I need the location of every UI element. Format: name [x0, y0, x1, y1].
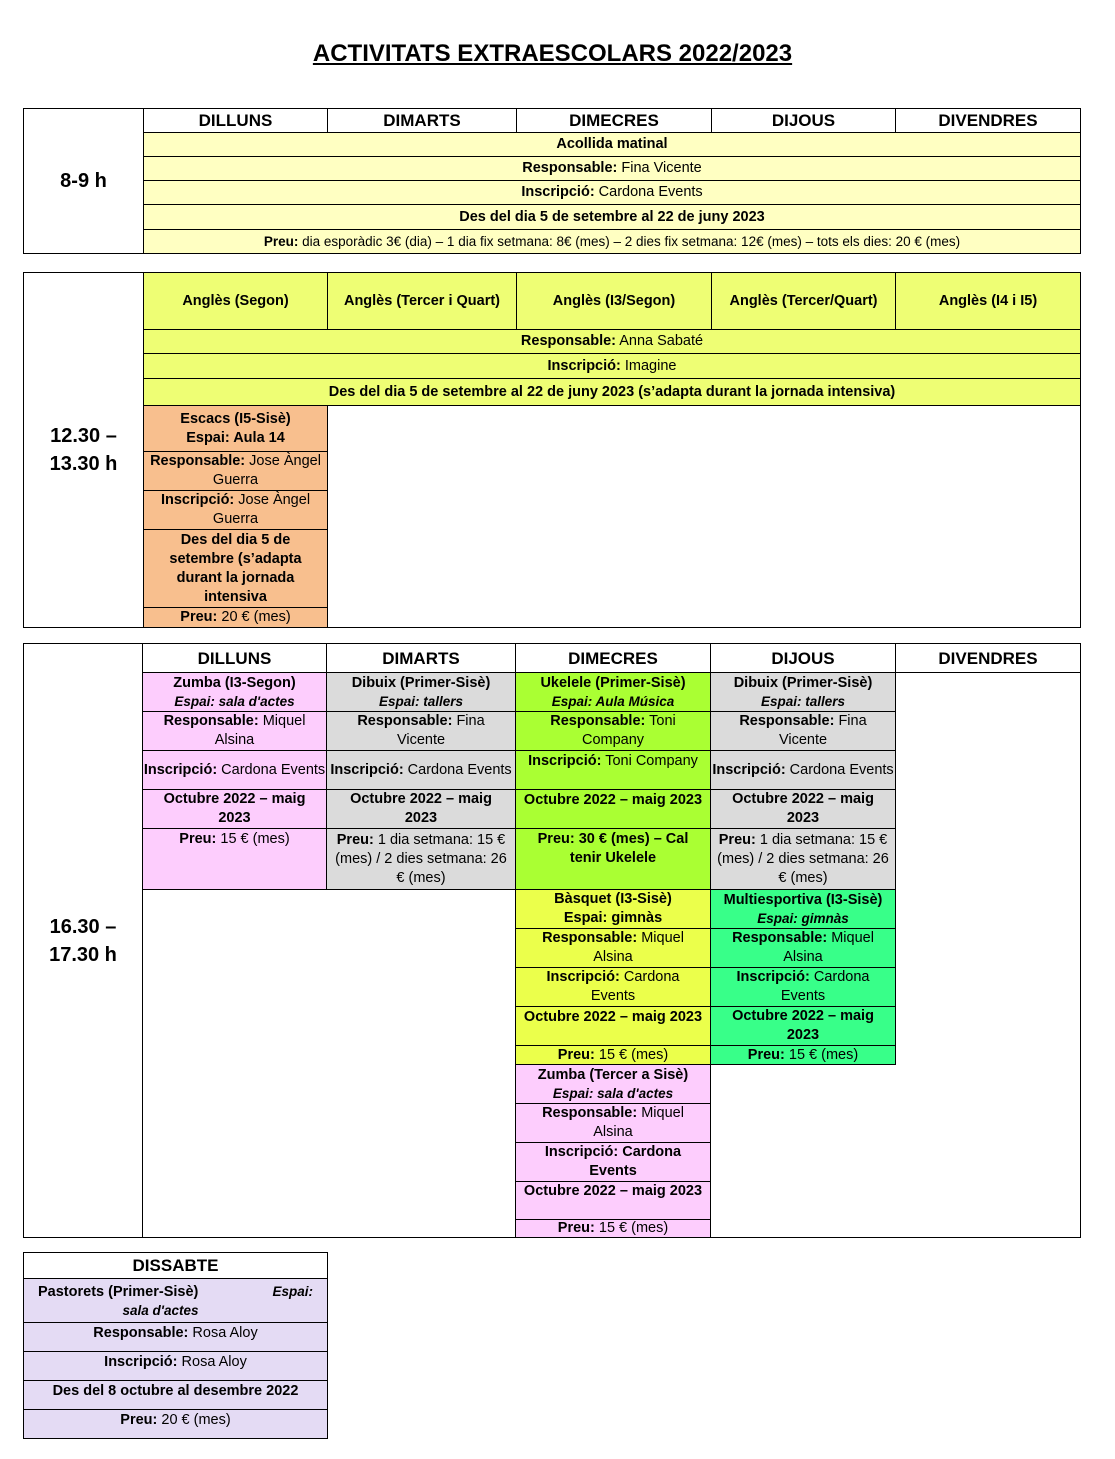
dibuix-tue-place: Espai: tallers: [378, 694, 464, 709]
pastorets-row1: [38, 1283, 313, 1302]
dibuix-thu-title: [710, 672, 896, 712]
price-label: Preu:: [718, 831, 756, 848]
insc-label: Inscripció:: [330, 761, 404, 778]
afternoon-time: [23, 643, 143, 1238]
price-label: Preu:: [336, 831, 374, 848]
angles-dimarts: Anglès (Tercer i Quart): [327, 272, 517, 330]
basquet-dates: Octubre 2022 – maig 2023: [515, 1006, 711, 1046]
ukelele-place: Espai: Aula Música: [551, 694, 675, 709]
header-dimarts-1: DIMARTS: [327, 108, 517, 133]
angles-dilluns: Anglès (Segon): [143, 272, 328, 330]
multi-title: [710, 889, 896, 929]
zumba1-inscripcio: [142, 750, 327, 790]
pastorets-name: Pastorets (Primer-Sisè): [38, 1283, 199, 1300]
price-value: 20 € (mes): [157, 1412, 231, 1428]
header-dimecres-1: DIMECRES: [516, 108, 712, 133]
zumba2-name: Zumba (Tercer a Sisè): [537, 1067, 689, 1083]
angles-inscripcio: [143, 353, 1081, 379]
price-value: 15 € (mes): [594, 1046, 669, 1063]
zumba1-title: [142, 672, 327, 712]
insc-value: Cardona Events: [785, 761, 894, 778]
resp-value: Miquel Alsina: [214, 713, 306, 748]
dibuix-tue-responsable: [326, 711, 516, 751]
insc-label: Inscripció:: [544, 1144, 619, 1160]
insc-label: Inscripció:: [143, 761, 218, 778]
insc-value: Imagine: [620, 357, 677, 374]
dibuix-thu-name: Dibuix (Primer-Sisè): [733, 675, 873, 691]
multi-responsable: [710, 928, 896, 968]
resp-label: Responsable:: [163, 713, 259, 729]
resp-label: Responsable:: [739, 713, 835, 729]
dibuix-thu-responsable: [710, 711, 896, 751]
noon-time-line2: 13.30 h: [49, 453, 118, 475]
insc-label: Inscripció:: [160, 492, 235, 508]
zumba1-place: Espai: sala d'actes: [174, 694, 295, 709]
ukelele-dates: Octubre 2022 – maig 2023: [515, 789, 711, 829]
resp-label: Responsable:: [522, 160, 618, 176]
header-dilluns-1: DILLUNS: [143, 108, 328, 133]
escacs-title: [143, 405, 328, 452]
dibuix-tue-title: [326, 672, 516, 712]
noon-time-line1: 12.30 –: [50, 425, 117, 447]
pastorets-inscripcio: [23, 1351, 328, 1381]
price-value: 30 € (mes) – Cal tenir Ukelele: [569, 831, 689, 866]
resp-label: Responsable:: [150, 453, 246, 469]
resp-value: Fina Vicente: [778, 713, 867, 748]
header-dimecres-3: DIMECRES: [515, 643, 711, 673]
price-label: Preu:: [537, 831, 575, 847]
pastorets-dates: Des del 8 octubre al desembre 2022: [23, 1380, 328, 1410]
page-title: ACTIVITATS EXTRAESCOLARS 2022/2023: [312, 40, 793, 67]
dibuix-tue-inscripcio: [326, 750, 516, 790]
price-label: Preu:: [263, 234, 299, 249]
insc-value: Cardona Events: [589, 1144, 682, 1179]
price-value: 1 dia setmana: 15 € (mes) / 2 dies setmana: 26 € (mes): [335, 831, 507, 886]
price-value: dia esporàdic 3€ (dia) – 1 dia fix setmana: 8€ (mes) – 2 dies fix setmana: 12€ (mes) – tots els dies: 20 € (mes): [298, 234, 961, 249]
zumba1-name: Zumba (I3-Segon): [173, 675, 296, 691]
insc-value: Toni Company: [601, 753, 698, 769]
insc-value: Cardona Events: [594, 184, 703, 200]
insc-label: Inscripció:: [547, 357, 621, 374]
header-divendres-1: DIVENDRES: [895, 108, 1081, 133]
resp-label: Responsable:: [357, 713, 453, 729]
price-value: 20 € (mes): [217, 609, 291, 625]
header-dimarts-3: DIMARTS: [326, 643, 516, 673]
resp-value: Fina Vicente: [617, 160, 702, 176]
multi-preu: [710, 1045, 896, 1065]
angles-responsable: [143, 329, 1081, 354]
morning-time-label: 8-9 h: [60, 170, 107, 192]
escacs-name: Escacs (I5-Sisè): [180, 410, 291, 427]
header-dissabte: DISSABTE: [23, 1252, 328, 1279]
resp-label: Responsable:: [93, 1325, 189, 1341]
escacs-preu: [143, 607, 328, 628]
escacs-dates: Des del dia 5 de setembre (s’adapta durant la jornada intensiva: [143, 529, 328, 608]
pastorets-place-label: Espai:: [272, 1283, 313, 1299]
resp-value: Anna Sabaté: [616, 333, 704, 349]
insc-value: Cardona Events: [780, 969, 870, 1004]
angles-dijous: Anglès (Tercer/Quart): [711, 272, 896, 330]
resp-value: Miquel Alsina: [593, 930, 684, 965]
resp-value: Fina Vicente: [396, 713, 485, 748]
acollida-dates: Des del dia 5 de setembre al 22 de juny 2023: [143, 204, 1081, 230]
price-label: Preu:: [120, 1412, 158, 1428]
multi-place: Espai: gimnàs: [757, 911, 849, 926]
ukelele-title: [515, 672, 711, 712]
zumba1-preu: [142, 828, 327, 890]
dibuix-thu-place: Espai: tallers: [760, 694, 846, 709]
insc-value: Cardona Events: [217, 761, 326, 778]
acollida-title: Acollida matinal: [143, 132, 1081, 157]
basquet-title: [515, 889, 711, 929]
header-dijous-3: DIJOUS: [710, 643, 896, 673]
insc-value: Cardona Events: [403, 761, 512, 778]
zumba1-responsable: [142, 711, 327, 751]
escacs-responsable: [143, 451, 328, 491]
zumba2-place: Espai: sala d'actes: [552, 1086, 674, 1101]
angles-dimecres: Anglès (I3/Segon): [516, 272, 712, 330]
acollida-inscripcio: [143, 180, 1081, 205]
morning-time: [23, 108, 144, 254]
afternoon-time-line2: 17.30 h: [49, 943, 117, 966]
zumba2-preu: [515, 1219, 711, 1238]
ukelele-responsable: [515, 711, 711, 751]
pastorets-title: [23, 1278, 328, 1323]
insc-label: Inscripció:: [104, 1354, 178, 1370]
ukelele-name: Ukelele (Primer-Sisè): [540, 675, 686, 691]
pastorets-preu: [23, 1409, 328, 1439]
price-value: 15 € (mes): [594, 1220, 669, 1236]
insc-value: Rosa Aloy: [177, 1354, 247, 1370]
insc-label: Inscripció:: [736, 969, 810, 985]
ukelele-inscripcio: [515, 750, 711, 790]
insc-label: Inscripció:: [528, 753, 602, 769]
resp-value: Miquel Alsina: [783, 930, 874, 965]
zumba2-inscripcio: [515, 1142, 711, 1182]
resp-label: Responsable:: [520, 333, 616, 349]
price-value: 15 € (mes): [784, 1046, 859, 1063]
price-value: 1 dia setmana: 15 € (mes) / 2 dies setmana: 26 € (mes): [717, 831, 889, 886]
zumba1-dates: Octubre 2022 – maig 2023: [142, 789, 327, 829]
price-value: 15 € (mes): [216, 831, 290, 847]
dibuix-tue-name: Dibuix (Primer-Sisè): [351, 675, 491, 691]
pastorets-responsable: [23, 1322, 328, 1352]
insc-value: Jose Àngel Guerra: [212, 492, 311, 527]
acollida-responsable: [143, 156, 1081, 181]
insc-label: Inscripció:: [521, 184, 595, 200]
insc-label: Inscripció:: [546, 969, 620, 985]
resp-label: Responsable:: [732, 930, 828, 946]
price-label: Preu:: [557, 1220, 595, 1236]
zumba2-dates: Octubre 2022 – maig 2023: [515, 1181, 711, 1220]
acollida-preu: [143, 229, 1081, 254]
escacs-place: Espai: Aula 14: [186, 429, 285, 446]
header-dijous-1: DIJOUS: [711, 108, 896, 133]
dibuix-thu-inscripcio: [710, 750, 896, 790]
basquet-inscripcio: [515, 967, 711, 1007]
angles-divendres: Anglès (I4 i I5): [895, 272, 1081, 330]
dibuix-tue-preu: [326, 828, 516, 890]
resp-value: Toni Company: [581, 713, 676, 748]
dibuix-thu-preu: [710, 828, 896, 890]
dibuix-thu-dates: Octubre 2022 – maig 2023: [710, 789, 896, 829]
noon-time: [23, 272, 144, 628]
basquet-responsable: [515, 928, 711, 968]
header-divendres-3: DIVENDRES: [895, 643, 1081, 673]
basquet-place: Espai: gimnàs: [563, 910, 663, 926]
basquet-name: Bàsquet (I3-Sisè): [554, 891, 672, 907]
zumba2-title: [515, 1064, 711, 1104]
insc-value: Cardona Events: [590, 969, 680, 1004]
resp-label: Responsable:: [550, 713, 646, 729]
price-label: Preu:: [747, 1046, 785, 1063]
angles-dates: Des del dia 5 de setembre al 22 de juny 2023 (s’adapta durant la jornada intensiva): [143, 378, 1081, 406]
insc-label: Inscripció:: [712, 761, 786, 778]
basquet-preu: [515, 1045, 711, 1065]
resp-value: Miquel Alsina: [593, 1105, 684, 1140]
resp-value: Jose Àngel Guerra: [212, 453, 321, 488]
header-dilluns-3: DILLUNS: [142, 643, 327, 673]
multi-dates: Octubre 2022 – maig 2023: [710, 1006, 896, 1046]
price-label: Preu:: [557, 1046, 595, 1063]
multi-inscripcio: [710, 967, 896, 1007]
dibuix-tue-dates: Octubre 2022 – maig 2023: [326, 789, 516, 829]
pastorets-place-value: sala d'actes: [122, 1302, 199, 1318]
resp-label: Responsable:: [542, 930, 638, 946]
price-label: Preu:: [179, 831, 217, 847]
ukelele-preu: [515, 828, 711, 890]
zumba2-responsable: [515, 1103, 711, 1143]
multi-name: Multiesportiva (I3-Sisè): [723, 892, 883, 908]
resp-value: Rosa Aloy: [188, 1325, 258, 1341]
price-label: Preu:: [180, 609, 218, 625]
escacs-inscripcio: [143, 490, 328, 530]
afternoon-time-line1: 16.30 –: [49, 915, 117, 938]
resp-label: Responsable:: [542, 1105, 638, 1121]
